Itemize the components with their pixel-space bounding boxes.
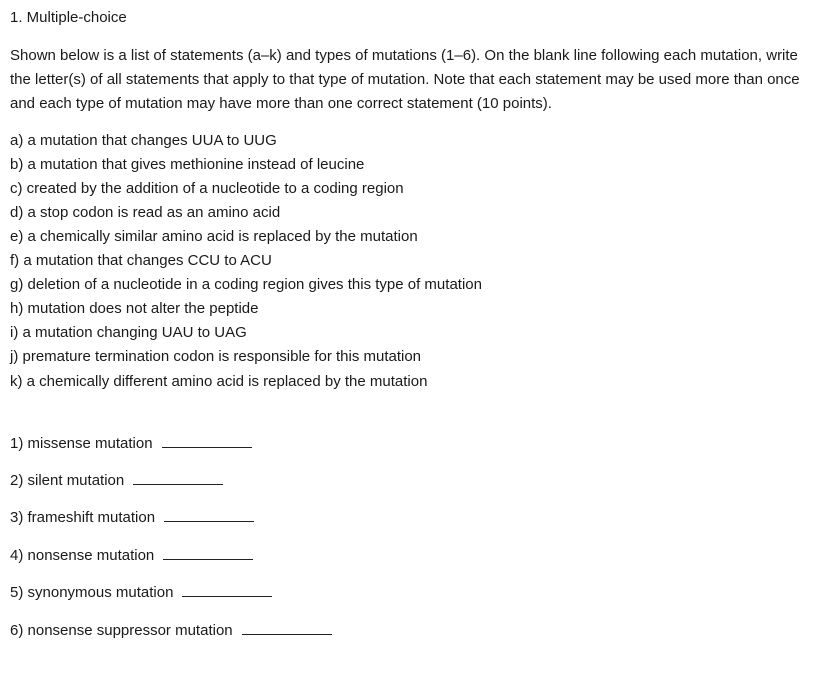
mutation-label: 1) missense mutation [10,434,153,452]
mutation-item [10,620,821,657]
statement-item: g) deletion of a nucleotide in a coding region gives this type of mutation [10,276,482,294]
answer-blank[interactable] [162,433,252,448]
mutation-item [10,545,821,582]
mutation-item [10,582,821,619]
answer-blank[interactable] [133,470,223,485]
statement-item: k) a chemically different amino acid is replaced by the mutation [10,372,428,390]
mutation-label: 4) nonsense mutation [10,546,155,564]
statement-item: d) a stop codon is read as an amino acid [10,203,281,221]
statement-item: j) premature termination codon is responsible for this mutation [10,348,422,366]
statement-item: i) a mutation changing UAU to UAG [10,324,247,342]
statement-item: a) a mutation that changes UUA to UUG [10,131,277,149]
instructions-text: Shown below is a list of statements (a–k) and types of mutations (1–6). On the blank line following each mutation, write the letter(s) of all statements that apply to that type of mutation. Note that each statement may be used more than once and each type of mutation may have more than one correct statement (10 points). [10,47,800,113]
mutation-item [10,507,821,544]
statement-item: e) a chemically similar amino acid is replaced by the mutation [10,227,418,245]
answer-blank[interactable] [182,582,272,597]
statement-item: b) a mutation that gives methionine instead of leucine [10,155,365,173]
mutation-list [10,433,821,657]
statement-item: f) a mutation that changes CCU to ACU [10,252,272,270]
statement-item: c) created by the addition of a nucleotide to a coding region [10,179,404,197]
mutation-label: 3) frameshift mutation [10,509,156,527]
question-title: 1. Multiple-choice [10,9,127,26]
answer-blank[interactable] [163,545,253,560]
answer-blank[interactable] [164,507,254,522]
statement-list [10,129,821,394]
mutation-label: 2) silent mutation [10,472,125,490]
mutation-item [10,470,821,507]
mutation-label: 6) nonsense suppressor mutation [10,621,233,639]
answer-blank[interactable] [242,620,332,635]
mutation-label: 5) synonymous mutation [10,584,174,602]
statement-item: h) mutation does not alter the peptide [10,300,259,318]
mutation-item [10,433,821,470]
